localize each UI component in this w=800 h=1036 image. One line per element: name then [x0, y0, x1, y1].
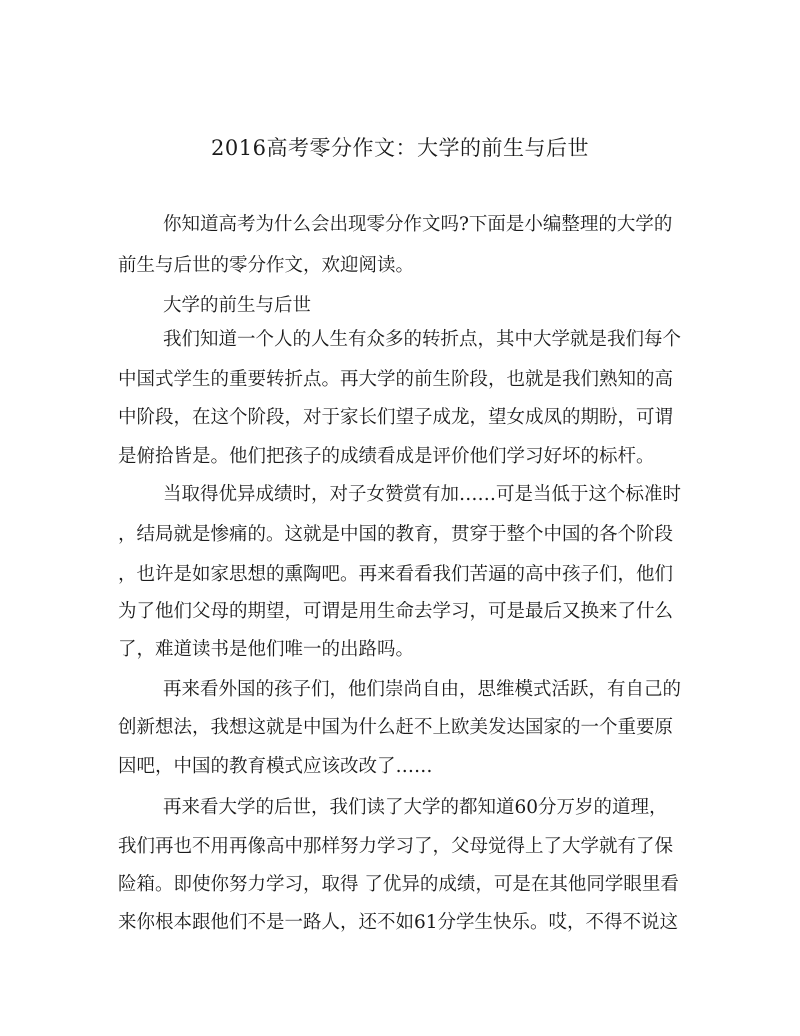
paragraph-line: 当取得优异成绩时，对子女赞赏有加……可是当低于这个标准时	[163, 484, 682, 505]
paragraph-line: 是俯拾皆是。他们把孩子的成绩看成是评价他们学习好坏的标杆。	[118, 446, 655, 467]
paragraph-line: ，结局就是惨痛的。这就是中国的教育，贯穿于整个中国的各个阶段	[118, 524, 674, 545]
paragraph-line: 中阶段，在这个阶段，对于家长们望子成龙，望女成凤的期盼，可谓	[118, 407, 674, 428]
paragraph-line: 创新想法，我想这就是中国为什么赶不上欧美发达国家的一个重要原	[118, 717, 674, 738]
paragraph-line: 来你根本跟他们不是一路人，还不如61分学生快乐。哎，不得不说这	[118, 912, 679, 933]
paragraph-line: 中国式学生的重要转折点。再大学的前生阶段，也就是我们熟知的高	[118, 369, 674, 390]
paragraph-line: 了，难道读书是他们唯一的出路吗。	[118, 639, 415, 660]
paragraph-line: 再来看大学的后世，我们读了大学的都知道60分万岁的道理，	[163, 797, 668, 818]
paragraph-line: ，也许是如家思想的熏陶吧。再来看看我们苦逼的高中孩子们，他们	[118, 564, 674, 585]
paragraph-line: 险箱。即使你努力学习，取得 了优异的成绩，可是在其他同学眼里看	[118, 874, 679, 895]
paragraph-line: 你知道高考为什么会出现零分作文吗?下面是小编整理的大学的	[163, 214, 673, 235]
document-title: 2016高考零分作文：大学的前生与后世	[211, 136, 589, 160]
paragraph-line: 我们知道一个人的人生有众多的转折点，其中大学就是我们每个	[163, 329, 682, 350]
paragraph-line: 因吧，中国的教育模式应该改改了……	[118, 756, 433, 777]
paragraph-line: 我们再也不用再像高中那样努力学习了，父母觉得上了大学就有了保	[118, 836, 674, 857]
paragraph-line: 为了他们父母的期望，可谓是用生命去学习，可是最后又换来了什么	[118, 601, 674, 622]
section-heading: 大学的前生与后世	[163, 295, 312, 316]
paragraph-line: 再来看外国的孩子们，他们崇尚自由，思维模式活跃，有自己的	[163, 679, 682, 700]
paragraph-line: 前生与后世的零分作文，欢迎阅读。	[118, 255, 415, 276]
